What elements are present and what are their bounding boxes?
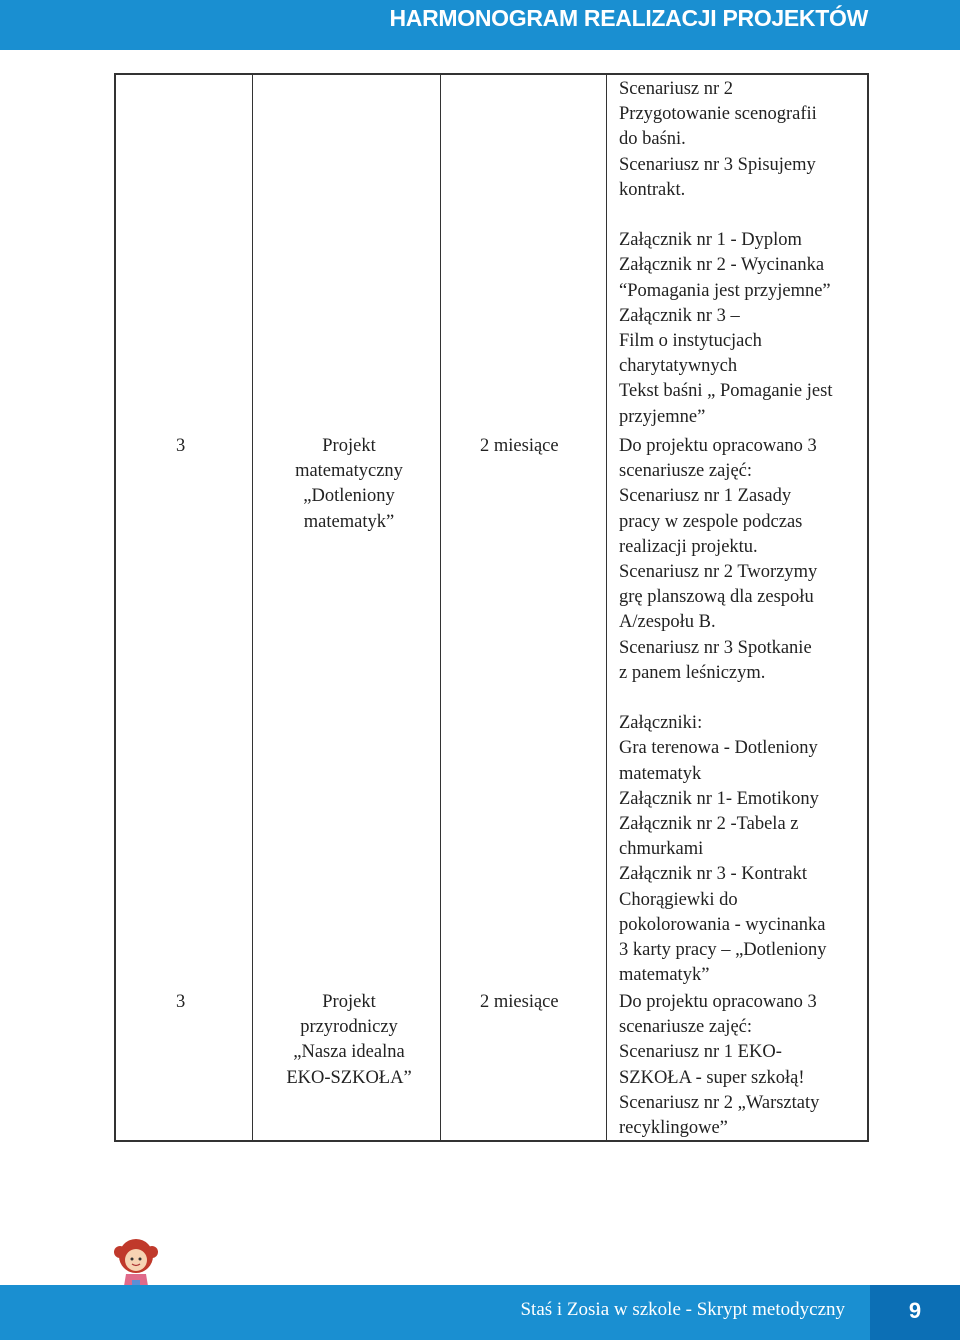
table-border-top <box>114 73 869 75</box>
duration: 2 miesiące <box>480 436 559 456</box>
duration: 2 miesiące <box>480 992 559 1012</box>
row-number: 3 <box>176 992 186 1012</box>
page-footer <box>0 1285 960 1340</box>
footer-title: Staś i Zosia w szkole - Skrypt metodyczny <box>520 1299 845 1320</box>
project-name: Projekt przyrodniczy „Nasza idealna EKO-SZKOŁA” <box>286 992 412 1088</box>
schedule-table <box>114 73 869 1142</box>
column-divider <box>252 73 253 1142</box>
project-name: Projekt matematyczny „Dotleniony matematyk” <box>295 436 403 532</box>
page-number-box <box>870 1285 960 1340</box>
table-border-left <box>114 73 116 1142</box>
page-header <box>0 0 960 50</box>
column-divider <box>606 73 607 1142</box>
page-title: HARMONOGRAM REALIZACJI PROJEKTÓW <box>389 5 868 31</box>
page-number: 9 <box>908 1298 922 1323</box>
table-border-right <box>867 73 869 1142</box>
description-cell: Scenariusz nr 2 Przygotowanie scenografii do baśni. Scenariusz nr 3 Spisujemy kontrakt. Załącznik nr 1 - Dyplom Załącznik nr 2 - Wycinanka “Pomagania jest przyjemne” Załącznik nr 3 – Film o instytucjach charytatywnych Tekst baśni „ Pomaganie jest przyjemne” <box>619 79 833 427</box>
column-divider <box>440 73 441 1142</box>
description-cell: Do projektu opracowano 3 scenariusze zajęć: Scenariusz nr 1 Zasady pracy w zespole podczas realizacji projektu. Scenariusz nr 2 Tworzymy grę planszową dla zespołu A/zespołu B. Scenariusz nr 3 Spotkanie z panem leśniczym. Załączniki: Gra terenowa - Dotleniony matematyk Załącznik nr 1- Emotikony Załącznik nr 2 -Tabela z chmurkami Załącznik nr 3 - Kontrakt Chorągiewki do pokolorowania - wycinanka 3 karty pracy – „Dotleniony matematyk” <box>619 436 827 986</box>
description-cell: Do projektu opracowano 3 scenariusze zajęć: Scenariusz nr 1 EKO- SZKOŁA - super szkołą! Scenariusz nr 2 „Warsztaty recyklingowe” <box>619 992 820 1139</box>
row-number: 3 <box>176 436 186 456</box>
